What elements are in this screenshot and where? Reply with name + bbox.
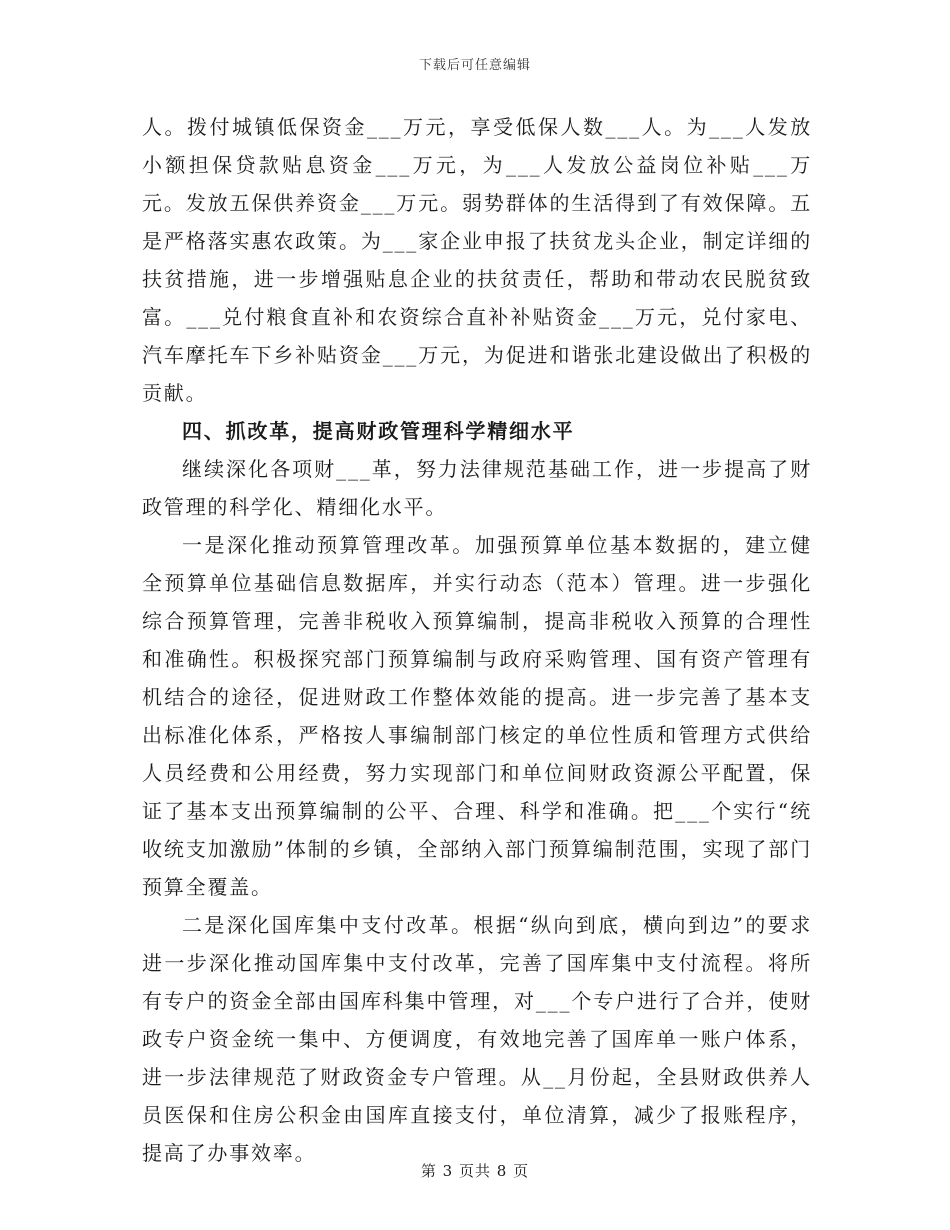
page-header: 下载后可任意编辑 <box>418 58 531 73</box>
paragraph-budget-reform: 一是深化推动预算管理改革。加强预算单位基本数据的，建立健全预算单位基础信息数据库，并实行动态（范本）管理。进一步强化综合预算管理，完善非税收入预算编制，提高非税收入预算的合理性和准确性。积极探究部门预算编制与政府采购管理、国有资产管理有机结合的途径，促进财政工作整体效能的提高。进一步完善了基本支出标准化体系，严格按人事编制部门核定的单位性质和管理方式供给人员经费和公用经费，努力实现部门和单位间财政资源公平配置，保证了基本支出预算编制的公平、合理、科学和准确。把___个实行“统收统支加激励”体制的乡镇，全部纳入部门预算编制范围，实现了部门预算全覆盖。 <box>142 533 812 899</box>
paragraph-treasury-reform: 二是深化国库集中支付改革。根据“纵向到底，横向到边”的要求进一步深化推动国库集中支付改革，完善了国库集中支付流程。将所有专户的资金全部由国库科集中管理，对___个专户进行了合并，使财政专户资金统一集中、方便调度，有效地完善了国库单一账户体系，进一步法律规范了财政资金专户管理。从__月份起，全县财政供养人员医保和住房公积金由国库直接支付，单位清算，减少了报账程序，提高了办事效率。 <box>142 913 812 1165</box>
page-number: 第 3 页共 8 页 <box>420 1162 530 1180</box>
document-body <box>142 108 812 1172</box>
section-heading: 四、抓改革，提高财政管理科学精细水平 <box>182 419 575 443</box>
paragraph-intro: 继续深化各项财___革，努力法律规范基础工作，进一步提高了财政管理的科学化、精细化水平。 <box>142 457 812 519</box>
paragraph-continued: 人。拨付城镇低保资金___万元，享受低保人数___人。为___人发放小额担保贷款贴息资金___万元，为___人发放公益岗位补贴___万元。发放五保供养资金___万元。弱势群体的生活得到了有效保障。五是严格落实惠农政策。为___家企业申报了扶贫龙头企业，制定详细的扶贫措施，进一步增强贴息企业的扶贫责任，帮助和带动农民脱贫致富。___兑付粮食直补和农资综合直补补贴资金___万元，兑付家电、汽车摩托车下乡补贴资金___万元，为促进和谐张北建设做出了积极的贡献。 <box>142 115 812 405</box>
